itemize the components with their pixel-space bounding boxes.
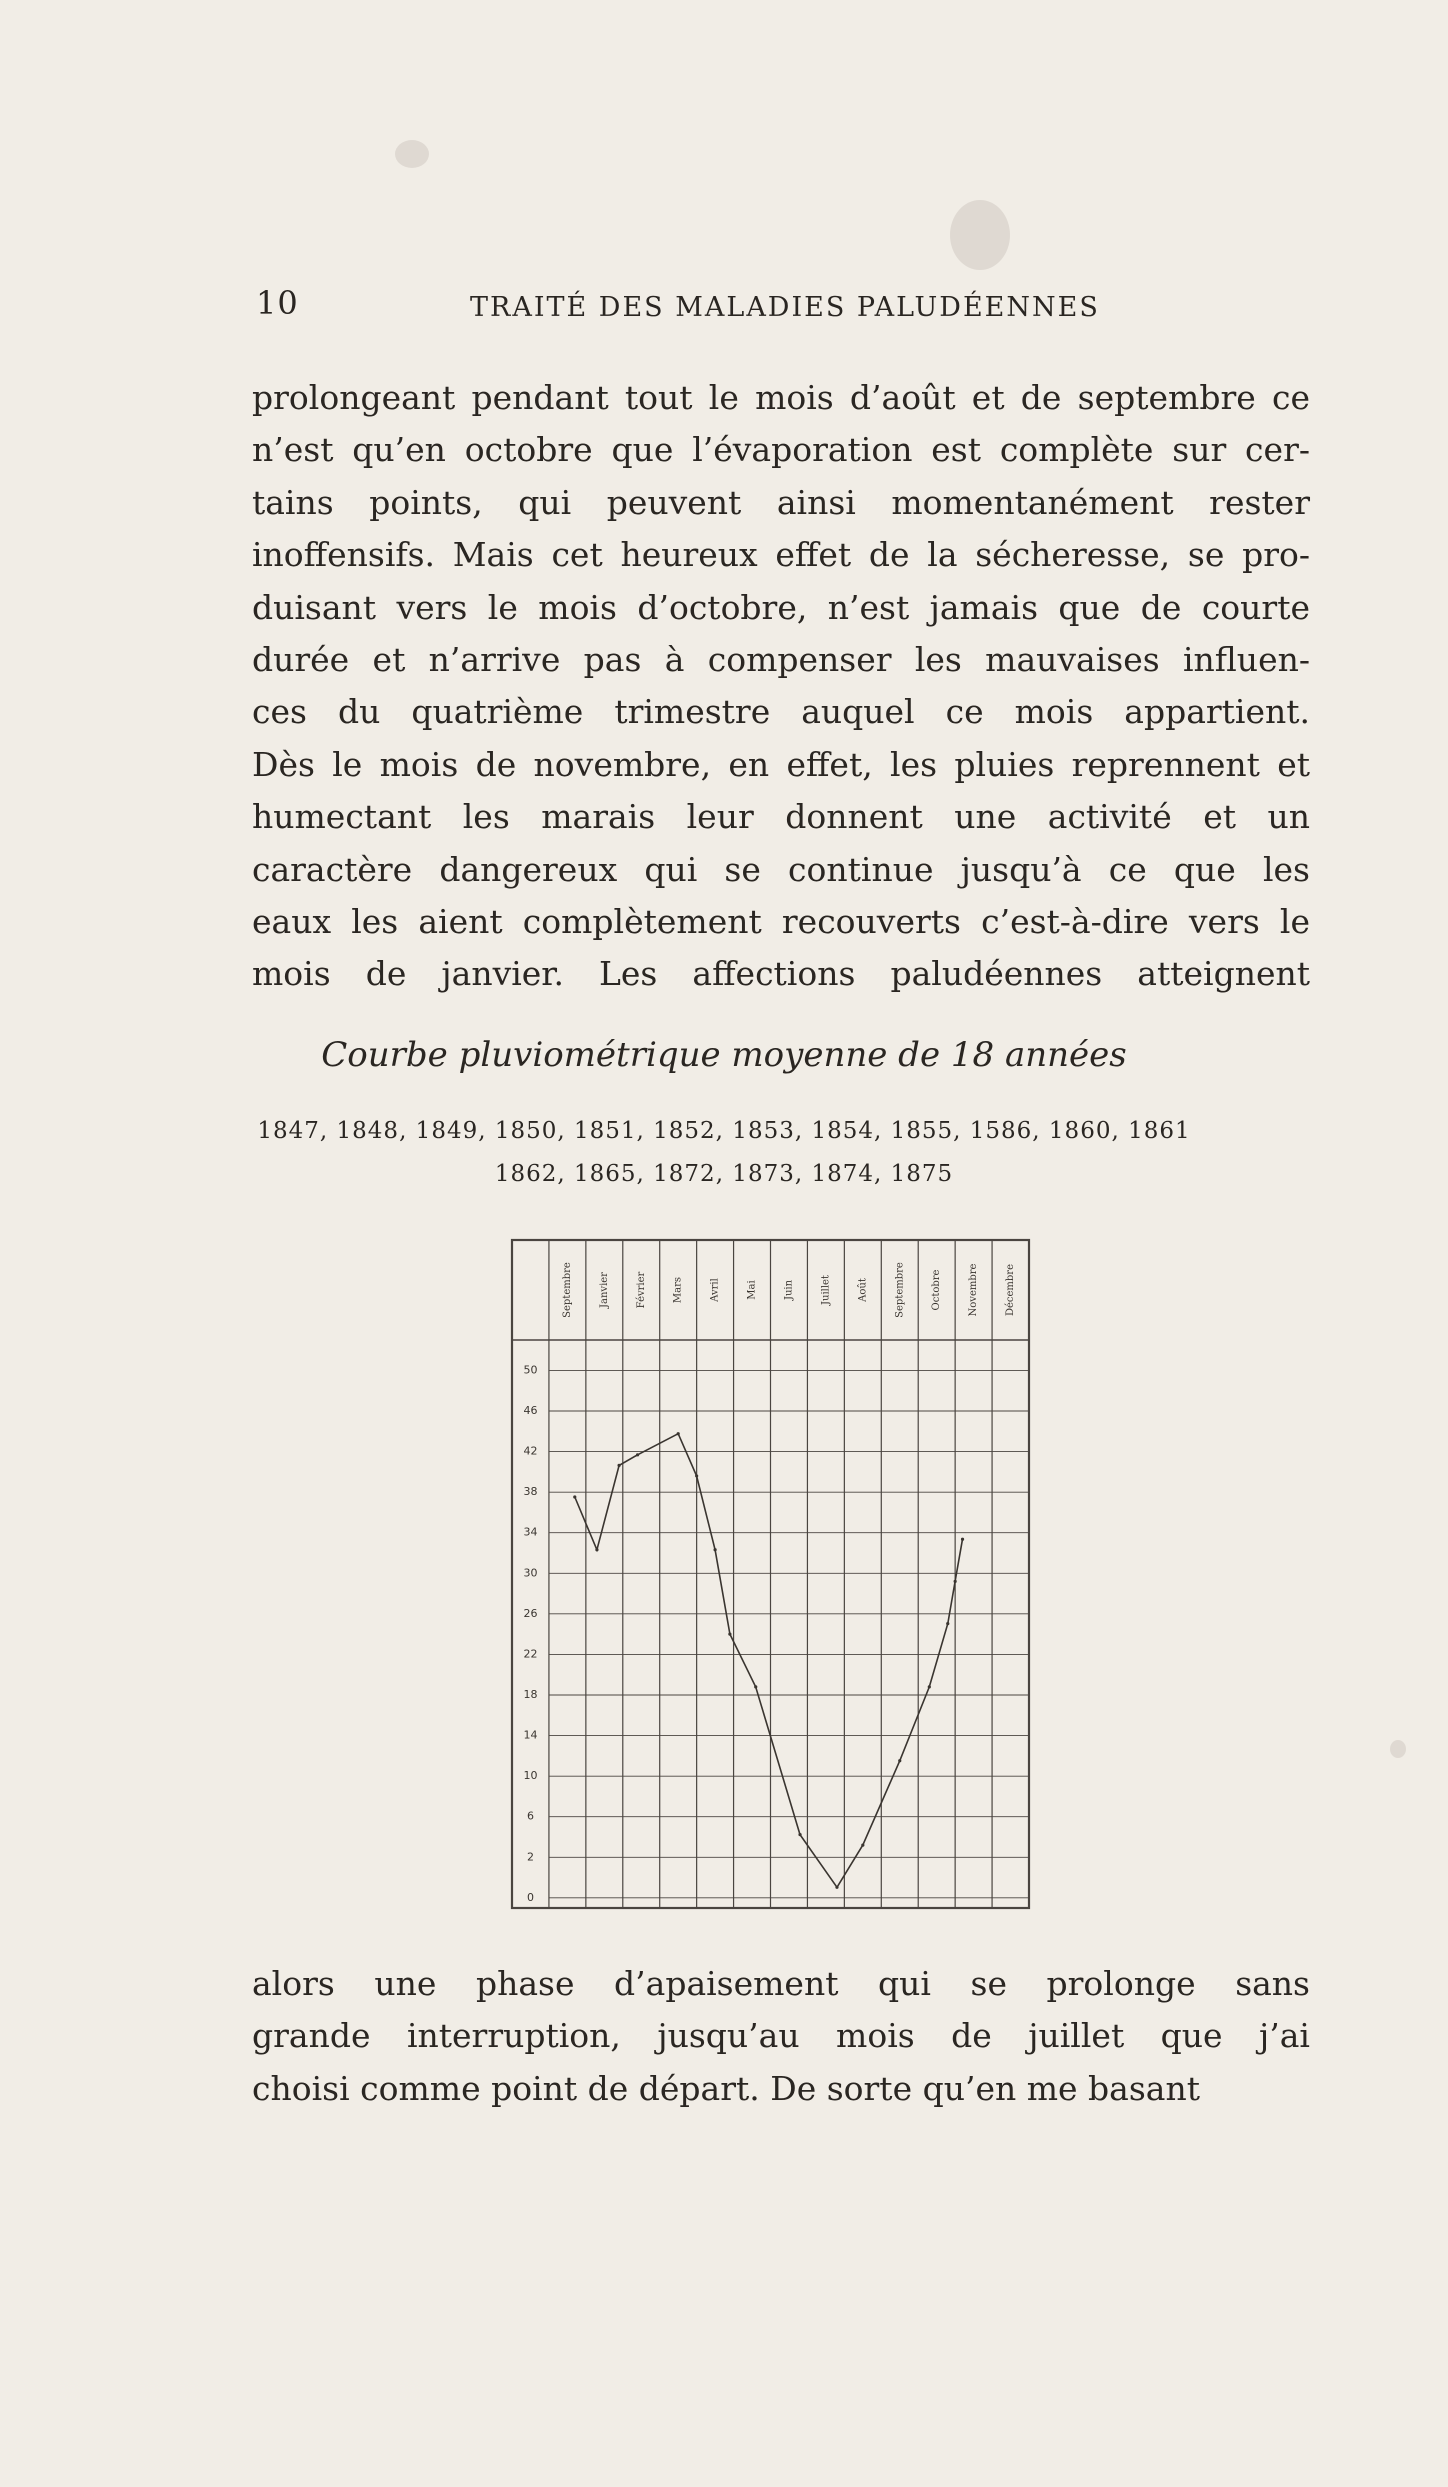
data-point [835, 1886, 838, 1889]
month-label: Septembre [894, 1262, 906, 1318]
rainfall-line [575, 1434, 963, 1888]
y-tick-label: 10 [523, 1769, 538, 1783]
paragraph-top [252, 372, 1310, 1001]
figure-years-line: 1862, 1865, 1872, 1873, 1874, 1875 [494, 1161, 954, 1187]
y-tick-label: 2 [526, 1850, 534, 1864]
data-point [861, 1844, 864, 1847]
y-tick-label: 38 [523, 1485, 538, 1499]
month-label: Mars [672, 1276, 684, 1304]
y-tick-label: 6 [526, 1809, 534, 1823]
paper-speck [1390, 1740, 1406, 1758]
month-label: Novembre [968, 1263, 980, 1317]
rainfall-chart [500, 1232, 1035, 1922]
month-label: Janvier [598, 1272, 610, 1308]
y-tick-label: 46 [523, 1404, 538, 1417]
data-point [961, 1538, 964, 1541]
month-label: Juin [783, 1279, 795, 1301]
page-number: 10 [256, 284, 299, 322]
data-point [754, 1685, 757, 1688]
text-line: alors une phase d’apaisement qui se prolonge sans [252, 1964, 1310, 2003]
data-point [595, 1548, 598, 1551]
data-point [928, 1685, 931, 1688]
data-point [573, 1495, 576, 1498]
paragraph-bottom [252, 1958, 1310, 2115]
y-tick-label: 0 [526, 1890, 534, 1904]
text-line: inoffensifs. Mais cet heureux effet de la sécheresse, se pro- [252, 535, 1310, 575]
month-label: Octobre [931, 1269, 943, 1311]
y-tick-label: 50 [523, 1363, 538, 1377]
data-point [636, 1453, 639, 1456]
text-line: ces du quatrième trimestre auquel ce mois appartient. [252, 692, 1310, 732]
figure-caption: Courbe pluviométrique moyenne de 18 années [321, 1035, 1127, 1075]
y-tick-label: 14 [523, 1728, 538, 1742]
text-line: mois de janvier. Les affections paludéennes atteignent [252, 954, 1310, 994]
month-label: Mai [746, 1280, 758, 1300]
text-line: eaux les aient complètement recouverts c’est-à-dire vers le [252, 902, 1310, 942]
month-label: Décembre [1005, 1263, 1017, 1317]
text-line: tains points, qui peuvent ainsi momentanément rester [252, 482, 1310, 522]
text-line: choisi comme point de départ. De sorte qu’en me basant [252, 2068, 1200, 2108]
data-point [728, 1633, 731, 1636]
month-label: Février [635, 1271, 647, 1309]
text-line: caractère dangereux qui se continue jusqu’à ce que les [252, 849, 1310, 889]
data-point [695, 1474, 698, 1477]
data-point [677, 1432, 680, 1435]
y-tick-label: 22 [523, 1647, 538, 1661]
month-label: Avril [709, 1278, 721, 1302]
y-tick-label: 42 [523, 1444, 538, 1458]
text-line: duisant vers le mois d’octobre, n’est jamais que de courte [252, 587, 1310, 627]
figure-years-line: 1847, 1848, 1849, 1850, 1851, 1852, 1853, 1854, 1855, 1586, 1860, 1861 [257, 1118, 1191, 1144]
month-label: Août [857, 1278, 869, 1302]
y-tick-label: 30 [523, 1566, 538, 1580]
data-point [946, 1622, 949, 1625]
text-line: n’est qu’en octobre que l’évaporation est complète sur cer- [252, 430, 1310, 470]
text-line: prolongeant pendant tout le mois d’août et de septembre ce [252, 378, 1310, 417]
data-point [898, 1759, 901, 1762]
y-tick-label: 18 [523, 1688, 538, 1701]
paper-speck [395, 140, 429, 168]
month-label: Juillet [820, 1275, 832, 1305]
text-line: grande interruption, jusqu’au mois de juillet que j’ai [252, 2016, 1310, 2056]
y-tick-label: 34 [523, 1525, 538, 1539]
data-point [798, 1833, 801, 1836]
y-tick-label: 26 [523, 1606, 538, 1620]
data-point [954, 1580, 957, 1583]
data-point [617, 1464, 620, 1467]
running-head: TRAITÉ DES MALADIES PALUDÉENNES [470, 292, 1100, 323]
text-line: durée et n’arrive pas à compenser les mauvaises influen- [252, 640, 1310, 680]
text-line: Dès le mois de novembre, en effet, les pluies reprennent et [252, 744, 1310, 784]
text-line: humectant les marais leur donnent une activité et un [252, 797, 1310, 837]
month-label: Septembre [561, 1262, 573, 1318]
data-point [714, 1548, 717, 1551]
paper-speck [950, 200, 1010, 270]
